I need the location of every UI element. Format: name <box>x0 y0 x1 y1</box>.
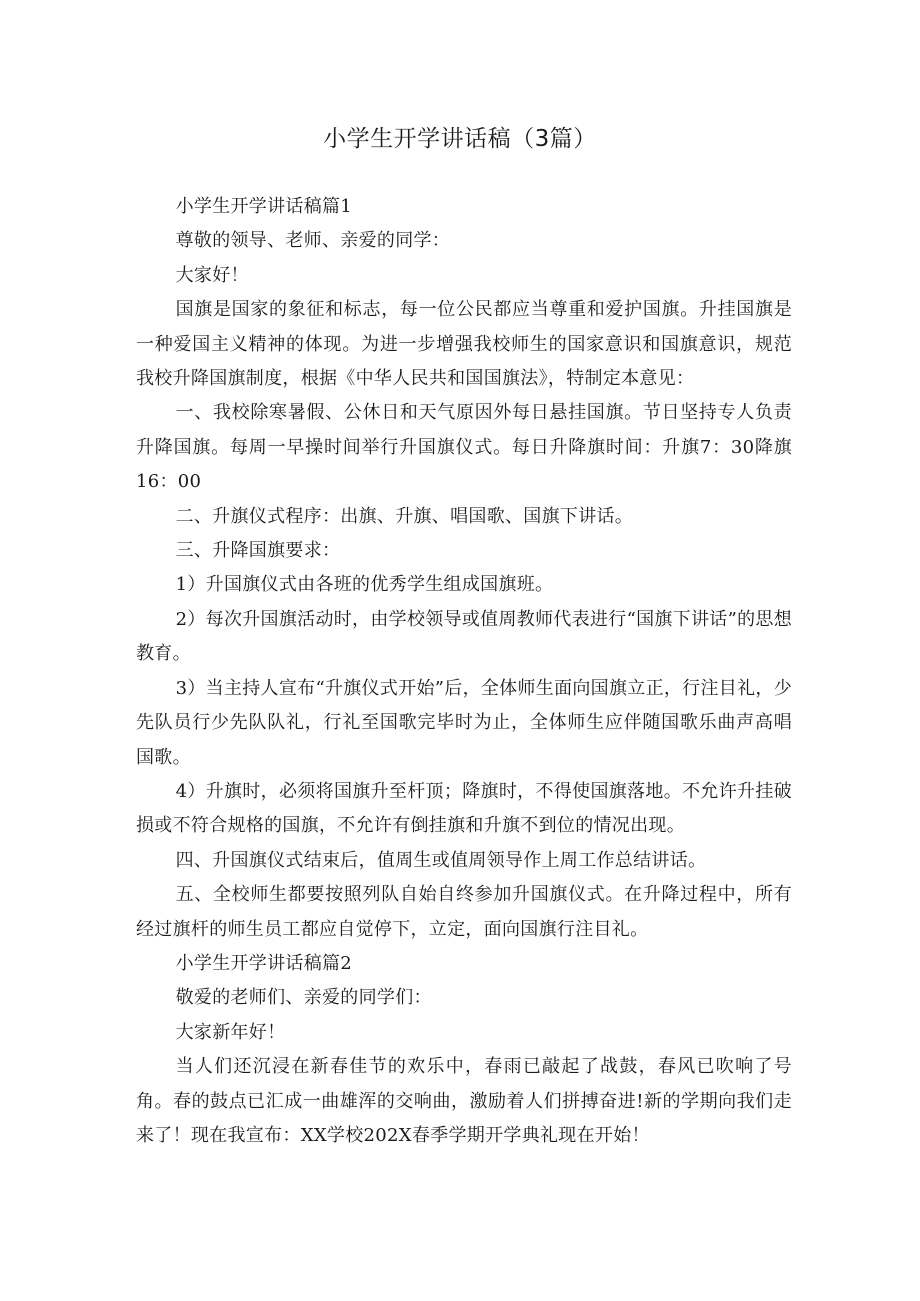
document-body <box>136 190 792 1153</box>
paragraph-item-5: 五、全校师生都要按照列队自始自终参加升国旗仪式。在升降过程中，所有经过旗杆的师生员工都应自觉停下，立定，面向国旗行注目礼。 <box>136 884 792 940</box>
paragraph-sub-2: 2）每次升国旗活动时，由学校领导或值周教师代表进行“国旗下讲话”的思想教育。 <box>136 608 792 665</box>
paragraph-sub-3: 3）当主持人宣布“升旗仪式开始”后，全体师生面向国旗立正，行注目礼，少先队员行少先队队礼，行礼至国歌完毕时为止，全体师生应伴随国歌乐曲声高唱国歌。 <box>136 677 792 768</box>
paragraph-item-2: 二、升旗仪式程序：出旗、升旗、唱国歌、国旗下讲话。 <box>175 505 634 527</box>
paragraph-item-3: 三、升降国旗要求： <box>175 540 341 562</box>
paragraph-item-4: 四、升国旗仪式结束后，值周生或值周领导作上周工作总结讲话。 <box>175 849 707 871</box>
greeting-1: 大家好！ <box>175 264 249 286</box>
section-heading-2: 小学生开学讲话稿篇2 <box>175 952 353 974</box>
paragraph-sub-1: 1）升国旗仪式由各班的优秀学生组成国旗班。 <box>175 574 554 596</box>
greeting-2: 大家新年好！ <box>175 1021 286 1043</box>
document-title: 小学生开学讲话稿（3篇） <box>323 126 597 152</box>
greeting-salutation-2: 敬爱的老师们、亲爱的同学们： <box>175 987 432 1009</box>
paragraph-intro: 国旗是国家的象征和标志，每一位公民都应当尊重和爱护国旗。升挂国旗是一种爱国主义精神的体现。为进一步增强我校师生的国家意识和国旗意识，规范我校升降国旗制度，根据《中华人民共和国国旗法》，特制定本意见： <box>136 299 792 390</box>
paragraph-sub-4: 4）升旗时，必须将国旗升至杆顶；降旗时，不得使国旗落地。不允许升挂破损或不符合规格的国旗，不允许有倒挂旗和升旗不到位的情况出现。 <box>136 780 792 837</box>
section-heading-1: 小学生开学讲话稿篇1 <box>175 196 353 217</box>
greeting-salutation-1: 尊敬的领导、老师、亲爱的同学： <box>175 230 451 252</box>
paragraph-opening: 当人们还沉浸在新春佳节的欢乐中，春雨已敲起了战鼓，春风已吹响了号角。春的鼓点已汇成一曲雄浑的交响曲，激励着人们拼搏奋进!新的学期向我们走来了！现在我宣布：XX学校202X春季学期开学典礼现在开始！ <box>136 1056 792 1146</box>
paragraph-item-1: 一、我校除寒暑假、公休日和天气原因外每日悬挂国旗。节日坚持专人负责升降国旗。每周一早操时间举行升国旗仪式。每日升降旗时间：升旗7：30降旗16：00 <box>136 402 792 493</box>
